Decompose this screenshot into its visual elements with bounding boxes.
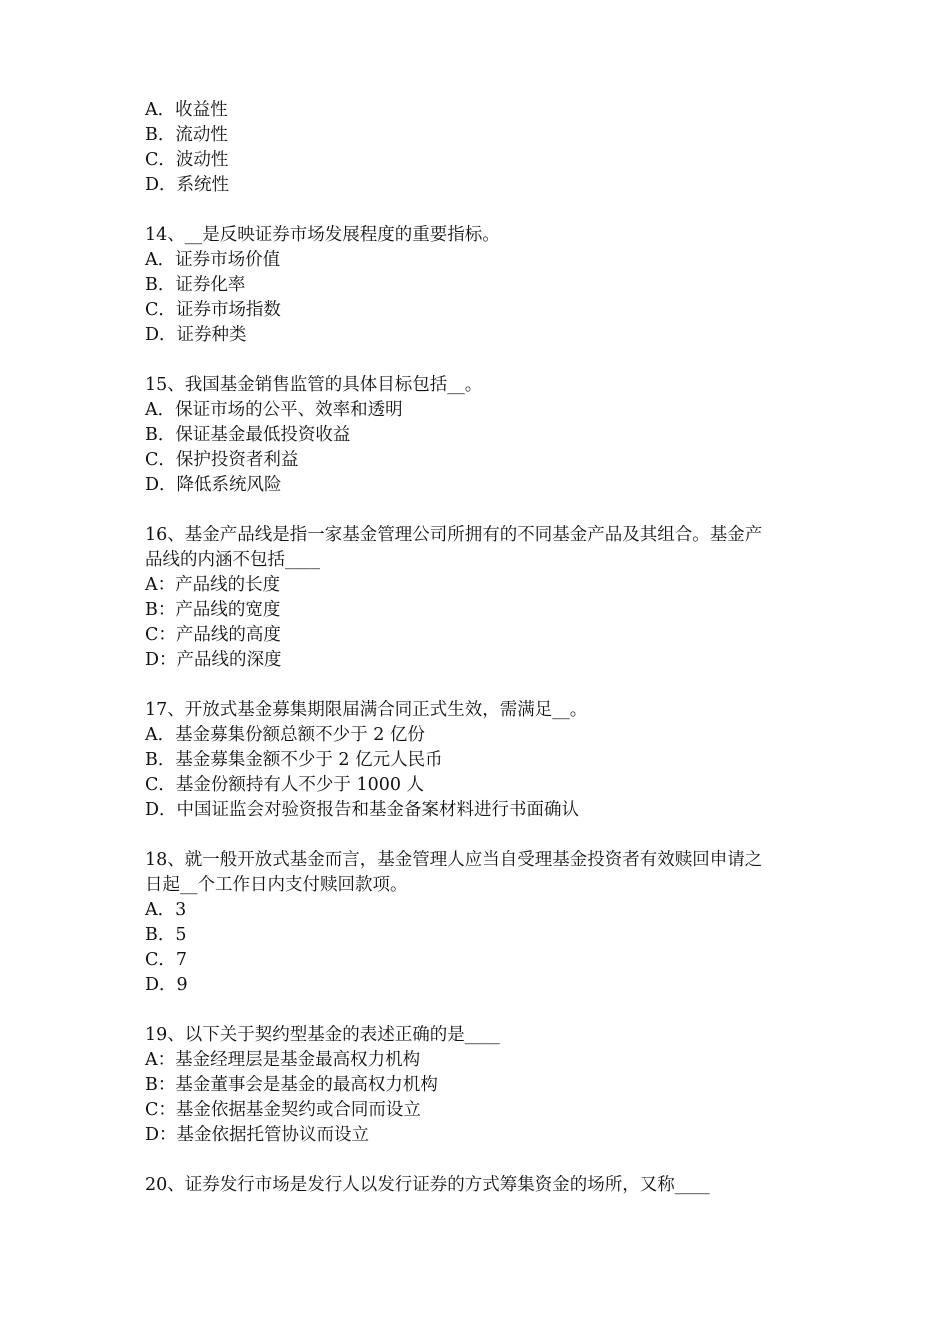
option-b: B．流动性 [145,125,228,145]
option-a: A：基金经理层是基金最高权力机构 [145,1050,421,1070]
option-b: B．5 [145,925,187,945]
question-text: 19、以下关于契约型基金的表述正确的是____ [145,1025,500,1045]
question-15 [145,373,815,498]
option-a: A．3 [145,900,187,920]
question-19 [145,1023,815,1148]
option-d: D：基金依据托管协议而设立 [145,1125,370,1145]
option-a: A．保证市场的公平、效率和透明 [145,400,403,420]
question-text: 16、基金产品线是指一家基金管理公司所拥有的不同基金产品及其组合。基金产 [145,525,763,545]
question-16 [145,523,815,673]
option-d: D：产品线的深度 [145,650,282,670]
option-a: A：产品线的长度 [145,575,281,595]
question-text: 20、证券发行市场是发行人以发行证券的方式筹集资金的场所，又称____ [145,1175,710,1195]
option-c: C：基金依据基金契约或合同而设立 [145,1100,421,1120]
option-b: B：基金董事会是基金的最高权力机构 [145,1075,438,1095]
question-text: 14、__是反映证券市场发展程度的重要指标。 [145,225,500,245]
option-c: C：产品线的高度 [145,625,281,645]
option-c: C．保护投资者利益 [145,450,299,470]
question-14 [145,223,815,348]
question-text: 15、我国基金销售监管的具体目标包括__。 [145,375,483,395]
option-d: D．中国证监会对验资报告和基金备案材料进行书面确认 [145,800,580,820]
document-page [145,98,815,1223]
question-13-options [145,98,815,198]
option-b: B．基金募集金额不少于 2 亿元人民币 [145,750,443,770]
question-text: 18、就一般开放式基金而言，基金管理人应当自受理基金投资者有效赎回申请之 [145,850,763,870]
question-text: 17、开放式基金募集期限届满合同正式生效，需满足__。 [145,700,588,720]
option-a: A．收益性 [145,100,228,120]
option-b: B：产品线的宽度 [145,600,281,620]
option-c: C．波动性 [145,150,229,170]
option-b: B．保证基金最低投资收益 [145,425,351,445]
option-d: D．降低系统风险 [145,475,282,495]
question-text-continued: 日起__个工作日内支付赎回款项。 [145,875,408,895]
question-18 [145,848,815,998]
question-17 [145,698,815,823]
option-b: B．证券化率 [145,275,246,295]
option-d: D．9 [145,975,188,995]
option-c: C．7 [145,950,188,970]
option-d: D．证券种类 [145,325,247,345]
option-a: A．证券市场价值 [145,250,281,270]
question-20 [145,1173,815,1198]
option-d: D．系统性 [145,175,230,195]
option-c: C．基金份额持有人不少于 1000 人 [145,775,425,795]
option-c: C．证券市场指数 [145,300,281,320]
option-a: A．基金募集份额总额不少于 2 亿份 [145,725,425,745]
question-text-continued: 品线的内涵不包括____ [145,550,320,570]
